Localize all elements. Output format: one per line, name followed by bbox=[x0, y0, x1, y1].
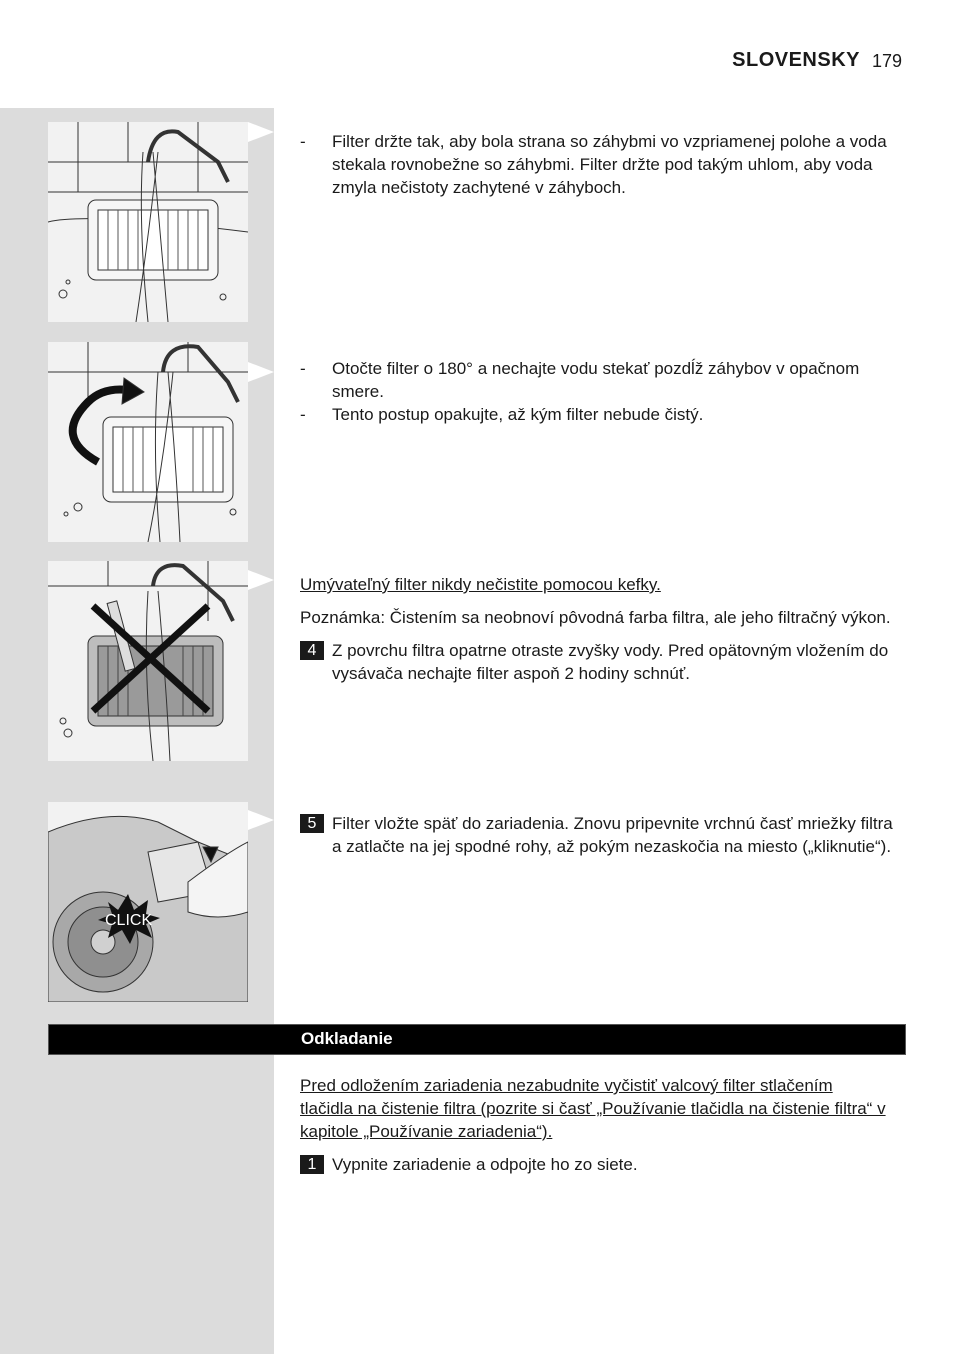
step-4 bbox=[300, 639, 906, 685]
pointer-notch bbox=[248, 362, 274, 382]
language-header: SLOVENSKY bbox=[732, 49, 860, 71]
instruction-block-4 bbox=[300, 812, 906, 858]
instruction-block-1 bbox=[300, 130, 906, 199]
step-number: 5 bbox=[300, 814, 324, 833]
page-number: 179 bbox=[872, 51, 903, 71]
step-number: 1 bbox=[300, 1155, 324, 1174]
instruction-block-5 bbox=[300, 1074, 890, 1176]
dash-list-item: - Tento postup opakujte, až kým filter nebude čistý. bbox=[300, 405, 704, 424]
step-text: Z povrchu filtra opatrne otraste zvyšky vody. Pred opätovným vložením do vysávača nechajte filter aspoň 2 hodiny schnúť. bbox=[332, 641, 889, 683]
step-text: Vypnite zariadenie a odpojte ho zo siete. bbox=[332, 1155, 638, 1174]
pointer-notch bbox=[248, 810, 274, 830]
step-1 bbox=[300, 1153, 890, 1176]
illustration-click-filter bbox=[48, 802, 248, 1002]
dash-list-item: - Filter držte tak, aby bola strana so záhybmi vo vzpriamenej polohe a voda stekala rovnobežne so záhybmi. Filter držte pod takým uhlom, aby voda zmyla nečistoty zachytené v záhyboch. bbox=[300, 132, 887, 197]
step-5 bbox=[300, 812, 906, 858]
note-text: Poznámka: Čistením sa neobnoví pôvodná farba filtra, ale jeho filtračný výkon. bbox=[300, 608, 891, 627]
illustration-no-brush bbox=[48, 561, 248, 761]
illustration-rotate-filter bbox=[48, 342, 248, 542]
click-label: CLICK bbox=[105, 912, 153, 929]
step-number: 4 bbox=[300, 641, 324, 660]
pointer-notch bbox=[248, 122, 274, 142]
dash-list-item: - Otočte filter o 180° a nechajte vodu stekať pozdĺž záhybov v opačnom smere. bbox=[300, 359, 860, 401]
instruction-block-2 bbox=[300, 357, 906, 426]
section-header-bar bbox=[48, 1024, 906, 1055]
warning-text: Umývateľný filter nikdy nečistite pomocou kefky. bbox=[300, 575, 661, 594]
warning-text: Pred odložením zariadenia nezabudnite vyčistiť valcový filter stlačením tlačidla na čistenie filtra (pozrite si časť „Používanie tlačidla na čistenie filtra“ v kapitole „Používanie zariadenia“). bbox=[300, 1076, 886, 1141]
pointer-notch bbox=[248, 570, 274, 590]
section-title: Odkladanie bbox=[301, 1029, 393, 1048]
instruction-block-3 bbox=[300, 573, 906, 685]
illustration-rinse-filter bbox=[48, 122, 248, 322]
step-text: Filter vložte späť do zariadenia. Znovu pripevnite vrchnú časť mriežky filtra a zatlačte na jej spodné rohy, až pokým nezaskočia na miesto („kliknutie“). bbox=[332, 814, 893, 856]
